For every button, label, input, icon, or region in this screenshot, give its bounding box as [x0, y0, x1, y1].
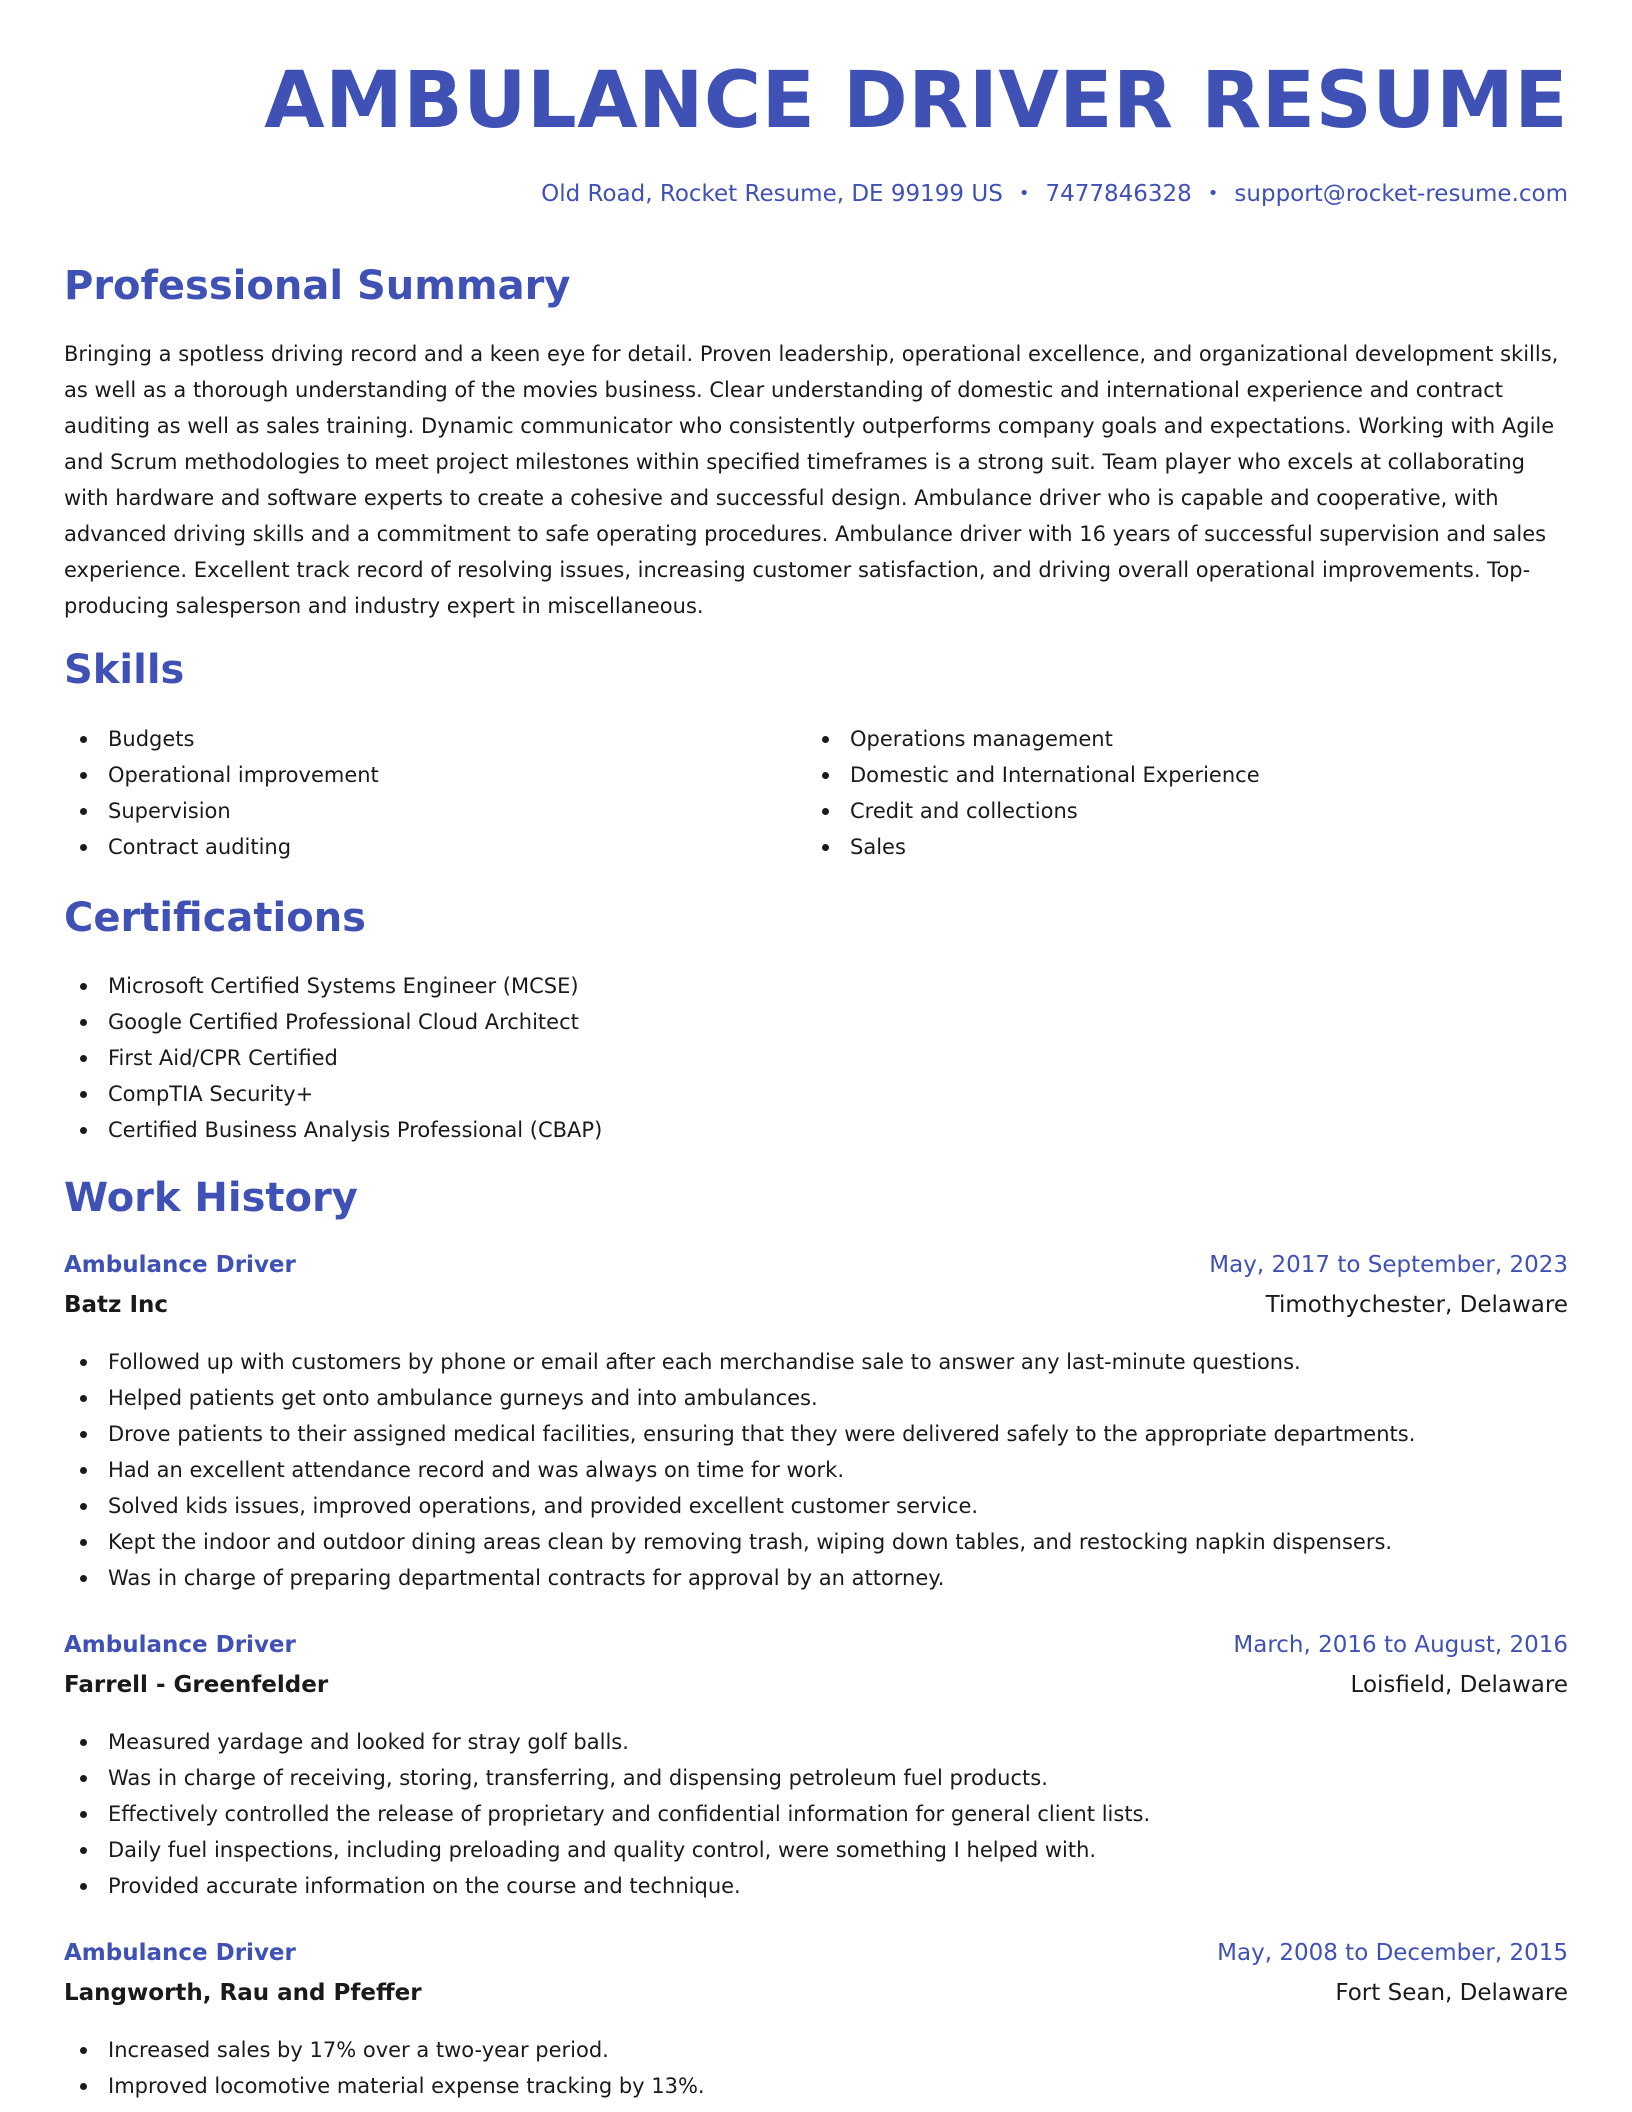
- skill-item: Operational improvement: [64, 757, 764, 793]
- job-bullet: Had an excellent attendance record and was always on time for work.: [64, 1452, 1568, 1488]
- job-title-row: [64, 1252, 1568, 1292]
- job-location: Timothychester, Delaware: [1265, 1292, 1568, 1318]
- certification-item: First Aid/CPR Certified: [64, 1040, 1568, 1076]
- job-company-row: [64, 1672, 1568, 1712]
- job-bullets: [64, 1724, 1568, 1904]
- job-company: Farrell - Greenfelder: [64, 1672, 329, 1698]
- contact-phone[interactable]: 7477846328: [1045, 181, 1192, 207]
- job-bullet: Measured yardage and looked for stray golf balls.: [64, 1724, 1568, 1760]
- certification-item: Microsoft Certified Systems Engineer (MCSE): [64, 968, 1568, 1004]
- skill-item: Domestic and International Experience: [806, 757, 1506, 793]
- job-bullets: [64, 1344, 1568, 1596]
- skill-item: Supervision: [64, 793, 764, 829]
- job-bullet: Effectively controlled the release of proprietary and confidential information for general client lists.: [64, 1796, 1568, 1832]
- job-title: Ambulance Driver: [64, 1252, 296, 1278]
- skills-heading: Skills: [64, 647, 185, 693]
- job-company-row: [64, 1292, 1568, 1332]
- skills-list-right: [806, 721, 1506, 865]
- contact-address: Old Road, Rocket Resume, DE 99199 US: [541, 181, 1003, 207]
- job-bullet: Was in charge of receiving, storing, transferring, and dispensing petroleum fuel products.: [64, 1760, 1568, 1796]
- job-dates: May, 2008 to December, 2015: [1217, 1940, 1568, 1966]
- job-entry: [64, 1940, 1568, 2104]
- job-title-row: [64, 1940, 1568, 1980]
- job-title: Ambulance Driver: [64, 1940, 296, 1966]
- skills-list-left: [64, 721, 764, 865]
- separator-dot: •: [1207, 183, 1219, 204]
- job-company-row: [64, 1980, 1568, 2020]
- job-bullet: Improved locomotive material expense tracking by 13%.: [64, 2068, 1568, 2104]
- resume-page: [64, 0, 1568, 2098]
- job-entry: [64, 1632, 1568, 1904]
- certification-item: Google Certified Professional Cloud Architect: [64, 1004, 1568, 1040]
- job-bullet: Drove patients to their assigned medical facilities, ensuring that they were delivered safely to the appropriate departments.: [64, 1416, 1568, 1452]
- certifications-list: [64, 968, 1568, 1148]
- contact-email[interactable]: support@rocket-resume.com: [1234, 181, 1568, 207]
- job-location: Fort Sean, Delaware: [1335, 1980, 1568, 2006]
- job-dates: March, 2016 to August, 2016: [1233, 1632, 1568, 1658]
- summary-heading: Professional Summary: [64, 263, 571, 309]
- skill-item: Operations management: [806, 721, 1506, 757]
- job-bullet: Daily fuel inspections, including preloading and quality control, were something I helped with.: [64, 1832, 1568, 1868]
- certification-item: CompTIA Security+: [64, 1076, 1568, 1112]
- job-company: Langworth, Rau and Pfeffer: [64, 1980, 422, 2006]
- job-location: Loisfield, Delaware: [1350, 1672, 1568, 1698]
- job-bullet: Followed up with customers by phone or email after each merchandise sale to answer any last-minute questions.: [64, 1344, 1568, 1380]
- skill-item: Contract auditing: [64, 829, 764, 865]
- contact-line: [64, 181, 1568, 211]
- job-bullet: Solved kids issues, improved operations, and provided excellent customer service.: [64, 1488, 1568, 1524]
- job-bullets: [64, 2032, 1568, 2104]
- job-bullet: Was in charge of preparing departmental contracts for approval by an attorney.: [64, 1560, 1568, 1596]
- job-bullet: Increased sales by 17% over a two-year period.: [64, 2032, 1568, 2068]
- skill-item: Credit and collections: [806, 793, 1506, 829]
- job-title-row: [64, 1632, 1568, 1672]
- skill-item: Budgets: [64, 721, 764, 757]
- job-entry: [64, 1252, 1568, 1596]
- job-company: Batz Inc: [64, 1292, 169, 1318]
- resume-title: AMBULANCE DRIVER RESUME: [264, 56, 1568, 146]
- work-history-heading: Work History: [64, 1175, 358, 1221]
- summary-text: Bringing a spotless driving record and a keen eye for detail. Proven leadership, operational excellence, and organizational development skills, as well as a thorough understanding of the movies business. Clear understanding of domestic and international experience and contract auditing as well as sales training. Dynamic communicator who consistently outperforms company goals and expectations. Working with Agile and Scrum methodologies to meet project milestones within specified timeframes is a strong suit. Team player who excels at collaborating with hardware and software experts to create a cohesive and successful design. Ambulance driver who is capable and cooperative, with advanced driving skills and a commitment to safe operating procedures. Ambulance driver with 16 years of successful supervision and sales experience. Excellent track record of resolving issues, increasing customer satisfaction, and driving overall operational improvements. Top-producing salesperson and industry expert in miscellaneous.: [64, 342, 1559, 618]
- skill-item: Sales: [806, 829, 1506, 865]
- job-bullet: Kept the indoor and outdoor dining areas clean by removing trash, wiping down tables, and restocking napkin dispensers.: [64, 1524, 1568, 1560]
- job-bullet: Helped patients get onto ambulance gurneys and into ambulances.: [64, 1380, 1568, 1416]
- certifications-heading: Certifications: [64, 895, 366, 941]
- separator-dot: •: [1018, 183, 1030, 204]
- certification-item: Certified Business Analysis Professional (CBAP): [64, 1112, 1568, 1148]
- job-title: Ambulance Driver: [64, 1632, 296, 1658]
- job-bullet: Provided accurate information on the course and technique.: [64, 1868, 1568, 1904]
- job-dates: May, 2017 to September, 2023: [1209, 1252, 1568, 1278]
